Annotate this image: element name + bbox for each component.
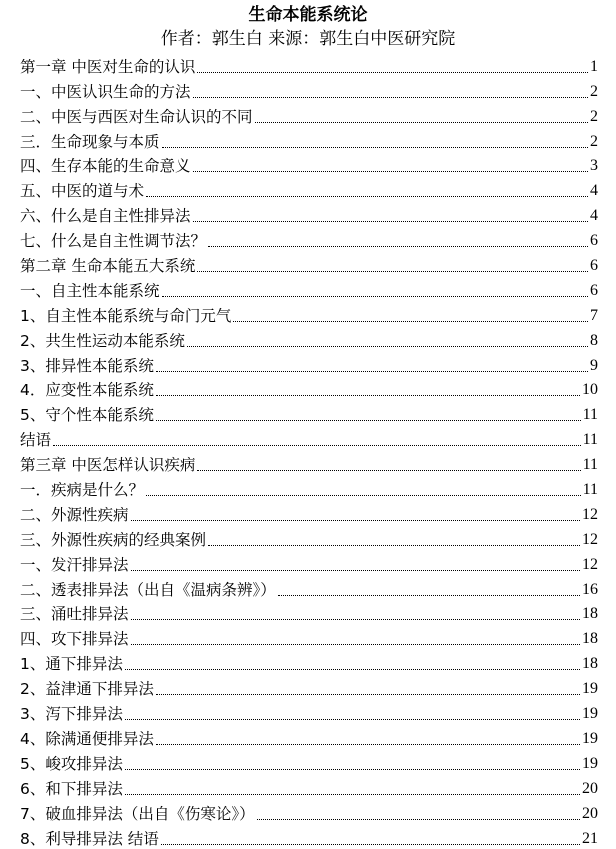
- toc-entry-label: 3、泻下排异法: [20, 705, 123, 724]
- toc-entry-label: 一．疾病是什么？: [20, 481, 145, 500]
- toc-page-number: 4: [590, 182, 598, 200]
- toc-dot-leader: [193, 171, 588, 172]
- toc-dot-leader: [193, 221, 588, 222]
- toc-dot-leader: [125, 794, 580, 795]
- toc-page-number: 19: [582, 680, 598, 698]
- toc-page-number: 2: [590, 82, 598, 100]
- toc-page-number: 12: [582, 505, 598, 523]
- toc-dot-leader: [125, 769, 580, 770]
- toc-dot-leader: [257, 819, 580, 820]
- toc-page-number: 18: [582, 605, 598, 623]
- toc-entry[interactable]: [20, 649, 598, 674]
- toc-entry-label: 三．生命现象与本质: [20, 132, 160, 151]
- toc-dot-leader: [255, 122, 588, 123]
- toc-page-number: 7: [590, 306, 598, 324]
- toc-page-number: 6: [590, 257, 598, 275]
- toc-page-number: 11: [582, 456, 598, 474]
- toc-entry[interactable]: [20, 152, 598, 177]
- toc-dot-leader: [131, 520, 580, 521]
- toc-entry-label: 4、除满通便排异法: [20, 729, 154, 748]
- toc-entry[interactable]: [20, 102, 598, 127]
- toc-page-number: 3: [590, 157, 598, 175]
- toc-entry-label: 3、排异性本能系统: [20, 356, 154, 375]
- toc-entry-label: 7、破血排异法（出自《伤寒论》）: [20, 804, 255, 823]
- toc-dot-leader: [131, 619, 580, 620]
- toc-entry-label: 二、外源性疾病: [20, 505, 129, 524]
- toc-entry-label: 2、共生性运动本能系统: [20, 331, 185, 350]
- toc-page-number: 2: [590, 107, 598, 125]
- toc-entry[interactable]: [20, 276, 598, 301]
- toc-entry[interactable]: [20, 201, 598, 226]
- toc-entry[interactable]: [20, 326, 598, 351]
- toc-entry-label: 二、中医与西医对生命认识的不同: [20, 107, 253, 126]
- toc-entry[interactable]: [20, 774, 598, 799]
- toc-page-number: 16: [582, 580, 598, 598]
- toc-entry[interactable]: [20, 450, 598, 475]
- toc-page-number: 12: [582, 555, 598, 573]
- toc-entry-label: 六、什么是自主性排异法: [20, 207, 191, 226]
- toc-entry[interactable]: [20, 575, 598, 600]
- toc-entry-label: 1、通下排异法: [20, 655, 123, 674]
- toc-dot-leader: [156, 395, 580, 396]
- toc-dot-leader: [197, 470, 580, 471]
- toc-entry-label: 4．应变性本能系统: [20, 381, 154, 400]
- toc-entry[interactable]: [20, 127, 598, 152]
- toc-dot-leader: [193, 97, 588, 98]
- toc-page-number: 18: [582, 630, 598, 648]
- toc-entry-label: 七、什么是自主性调节法？: [20, 232, 207, 251]
- toc-page-number: 20: [582, 804, 598, 822]
- toc-entry[interactable]: [20, 226, 598, 251]
- toc-page-number: 11: [582, 481, 598, 499]
- toc-page-number: 8: [590, 331, 598, 349]
- toc-entry-label: 二、透表排异法（出自《温病条辨》）: [20, 580, 276, 599]
- toc-entry-label: 五、中医的道与术: [20, 182, 145, 201]
- toc-entry[interactable]: [20, 251, 598, 276]
- toc-page-number: 6: [590, 281, 598, 299]
- toc-dot-leader: [208, 246, 588, 247]
- toc-page-number: 11: [582, 406, 598, 424]
- toc-dot-leader: [131, 644, 580, 645]
- toc-entry-label: 三、外源性疾病的经典案例: [20, 530, 207, 549]
- toc-entry[interactable]: [20, 376, 598, 401]
- toc-dot-leader: [197, 72, 588, 73]
- toc-dot-leader: [156, 420, 581, 421]
- toc-entry-label: 一、自主性本能系统: [20, 281, 160, 300]
- toc-dot-leader: [208, 545, 580, 546]
- toc-dot-leader: [187, 346, 588, 347]
- toc-entry[interactable]: [20, 176, 598, 201]
- toc-entry-label: 结语: [20, 431, 52, 450]
- toc-entry[interactable]: [20, 500, 598, 525]
- toc-entry-label: 一、发汗排异法: [20, 555, 129, 574]
- table-of-contents: [20, 52, 598, 849]
- toc-entry-label: 四、生存本能的生命意义: [20, 157, 191, 176]
- toc-entry[interactable]: [20, 301, 598, 326]
- toc-entry[interactable]: [20, 77, 598, 102]
- toc-entry[interactable]: [20, 525, 598, 550]
- toc-entry-label: 四、攻下排异法: [20, 630, 129, 649]
- toc-dot-leader: [278, 595, 580, 596]
- toc-page-number: 12: [582, 530, 598, 548]
- toc-entry[interactable]: [20, 550, 598, 575]
- toc-entry-label: 5、守个性本能系统: [20, 406, 154, 425]
- toc-entry[interactable]: [20, 475, 598, 500]
- toc-entry-label: 8、利导排异法 结语: [20, 829, 159, 848]
- toc-page-number: 19: [582, 705, 598, 723]
- toc-entry[interactable]: [20, 799, 598, 824]
- toc-page-number: 1: [590, 57, 598, 75]
- toc-entry[interactable]: [20, 400, 598, 425]
- toc-dot-leader: [233, 321, 588, 322]
- toc-entry-label: 1、自主性本能系统与命门元气: [20, 306, 232, 325]
- toc-dot-leader: [156, 371, 588, 372]
- toc-dot-leader: [125, 719, 580, 720]
- toc-entry-label: 5、峻攻排异法: [20, 754, 123, 773]
- toc-dot-leader: [146, 495, 581, 496]
- toc-entry-label: 第二章 生命本能五大系统: [20, 257, 196, 276]
- toc-entry[interactable]: [20, 699, 598, 724]
- toc-entry-label: 一、中医认识生命的方法: [20, 82, 191, 101]
- toc-dot-leader: [156, 744, 580, 745]
- toc-entry-label: 2、益津通下排异法: [20, 680, 154, 699]
- toc-dot-leader: [146, 196, 588, 197]
- toc-page-number: 6: [590, 232, 598, 250]
- toc-page-number: 20: [582, 779, 598, 797]
- toc-dot-leader: [156, 694, 580, 695]
- toc-page-number: 18: [582, 655, 598, 673]
- page-title: 生命本能系统论: [248, 5, 368, 25]
- toc-dot-leader: [162, 296, 588, 297]
- toc-page-number: 4: [590, 207, 598, 225]
- toc-page-number: 10: [582, 381, 598, 399]
- toc-entry[interactable]: [20, 724, 598, 749]
- page-subtitle: 作者：郭生白 来源：郭生白中医研究院: [160, 29, 456, 49]
- toc-page-number: 19: [582, 729, 598, 747]
- toc-entry-label: 6、和下排异法: [20, 779, 123, 798]
- toc-dot-leader: [162, 147, 588, 148]
- toc-entry[interactable]: [20, 624, 598, 649]
- toc-page-number: 21: [582, 829, 598, 847]
- toc-entry[interactable]: [20, 425, 598, 450]
- toc-page-number: 11: [582, 431, 598, 449]
- toc-dot-leader: [131, 570, 580, 571]
- toc-dot-leader: [53, 445, 581, 446]
- toc-dot-leader: [161, 844, 580, 845]
- toc-page-number: 9: [590, 356, 598, 374]
- toc-entry[interactable]: [20, 351, 598, 376]
- toc-entry[interactable]: [20, 52, 598, 77]
- toc-page-number: 19: [582, 754, 598, 772]
- toc-entry[interactable]: [20, 749, 598, 774]
- toc-dot-leader: [197, 271, 588, 272]
- toc-dot-leader: [125, 669, 580, 670]
- toc-entry[interactable]: [20, 674, 598, 699]
- toc-entry[interactable]: [20, 824, 598, 849]
- toc-entry-label: 第三章 中医怎样认识疾病: [20, 456, 196, 475]
- toc-entry-label: 三、涌吐排异法: [20, 605, 129, 624]
- toc-entry[interactable]: [20, 600, 598, 625]
- toc-page-number: 2: [590, 132, 598, 150]
- toc-entry-label: 第一章 中医对生命的认识: [20, 57, 196, 76]
